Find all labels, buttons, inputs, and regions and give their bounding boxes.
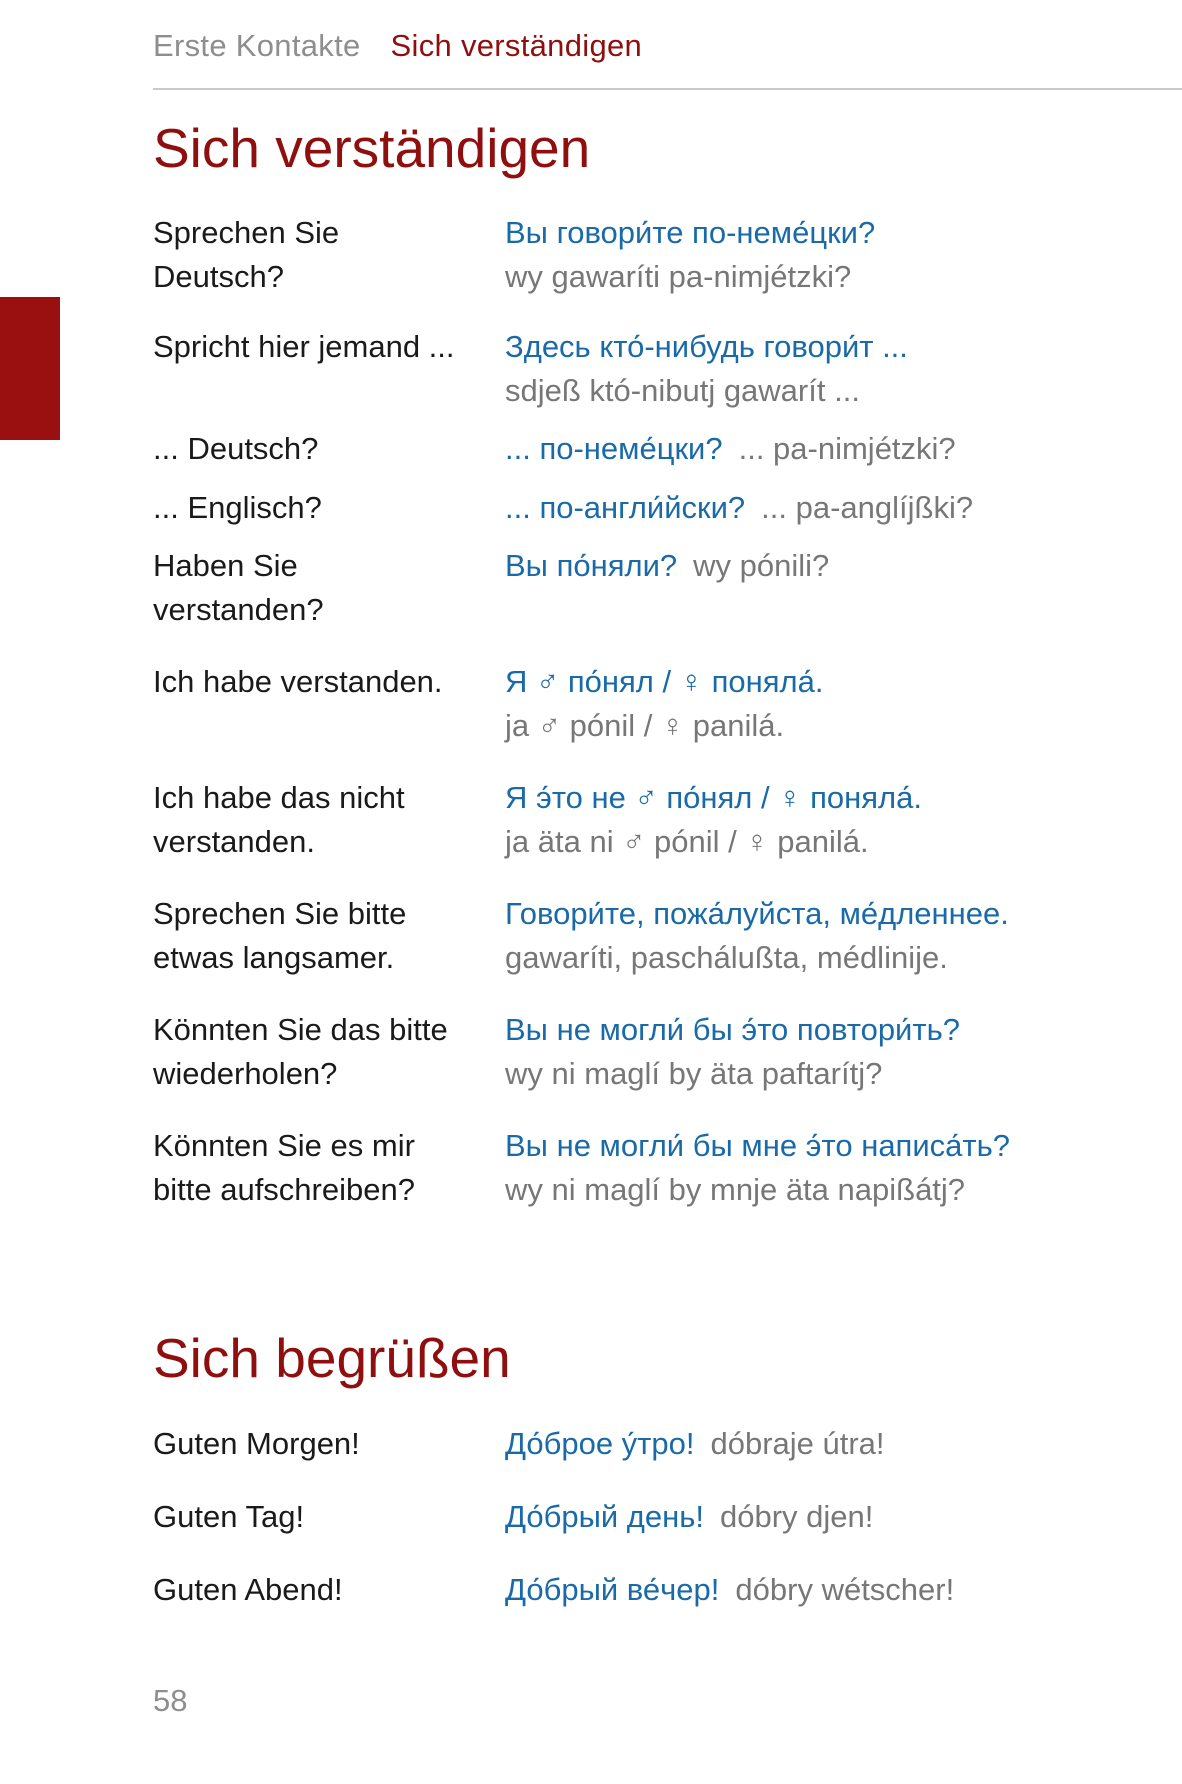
german-phrase: Guten Abend! (153, 1572, 343, 1607)
transliteration: wy ni maglí by mnje äta napißátj? (505, 1172, 966, 1207)
russian-phrase: Вы говори́те по-неме́цки? (505, 215, 876, 250)
page-number: 58 (153, 1683, 188, 1718)
german-phrase: ... Deutsch? (153, 431, 319, 466)
german-phrase: Ich habe das nicht verstanden. (153, 780, 405, 859)
russian-phrase: До́брое у́тро! (505, 1426, 695, 1461)
german-phrase: Ich habe verstanden. (153, 664, 443, 699)
breadcrumb-parent: Erste Kontakte (153, 28, 361, 63)
transliteration: ja ♂ pónil / ♀ panilá. (505, 708, 785, 743)
transliteration: ... pa-nimjétzki? (738, 431, 956, 466)
russian-phrase: Вы не могли́ бы э́то повтори́ть? (505, 1012, 960, 1047)
transliteration: wy ni maglí by äta paftarítj? (505, 1056, 883, 1091)
russian-phrase: Я ♂ по́нял / ♀ поняла́. (505, 664, 824, 699)
section-title-sich-verstaendigen: Sich verständigen (153, 117, 591, 179)
header-divider (153, 88, 1182, 90)
chapter-tab-marker (0, 297, 60, 440)
transliteration: wy gawaríti pa-nimjétzki? (505, 259, 852, 294)
transliteration: dóbry djen! (720, 1499, 874, 1534)
german-phrase: Haben Sie verstanden? (153, 548, 324, 627)
russian-phrase: Я э́то не ♂ по́нял / ♀ поняла́. (505, 780, 922, 815)
transliteration: ... pa-anglíjßki? (761, 490, 974, 525)
russian-phrase: До́брый ве́чер! (505, 1572, 720, 1607)
german-phrase: Könnten Sie es mir bitte aufschreiben? (153, 1128, 415, 1207)
section-title-sich-begruessen: Sich begrüßen (153, 1327, 511, 1389)
breadcrumb (153, 28, 642, 64)
transliteration: dóbry wétscher! (735, 1572, 955, 1607)
russian-phrase: Вы по́няли? (505, 548, 678, 583)
german-phrase: Spricht hier jemand ... (153, 329, 455, 364)
transliteration: sdjeß któ-nibutj gawarít ... (505, 373, 860, 408)
russian-phrase: До́брый день! (505, 1499, 705, 1534)
transliteration: wy pónili? (693, 548, 830, 583)
german-phrase: Könnten Sie das bitte wiederholen? (153, 1012, 448, 1091)
russian-phrase: Вы не могли́ бы мне э́то написа́ть? (505, 1128, 1010, 1163)
breadcrumb-current: Sich verständigen (390, 28, 643, 63)
german-phrase: Sprechen Sie Deutsch? (153, 215, 340, 294)
russian-phrase: Здесь кто́-нибудь говори́т ... (505, 329, 908, 364)
german-phrase: Sprechen Sie bitte etwas langsamer. (153, 896, 407, 975)
russian-phrase: Говори́те, пожа́луйста, ме́дленнее. (505, 896, 1009, 931)
german-phrase: Guten Morgen! (153, 1426, 360, 1461)
transliteration: gawaríti, paschálußta, médlinije. (505, 940, 948, 975)
russian-phrase: ... по-англи́йски? (505, 490, 746, 525)
transliteration: dóbraje útra! (710, 1426, 885, 1461)
russian-phrase: ... по-неме́цки? (505, 431, 723, 466)
transliteration: ja äta ni ♂ pónil / ♀ panilá. (505, 824, 869, 859)
german-phrase: Guten Tag! (153, 1499, 305, 1534)
german-phrase: ... Englisch? (153, 490, 322, 525)
